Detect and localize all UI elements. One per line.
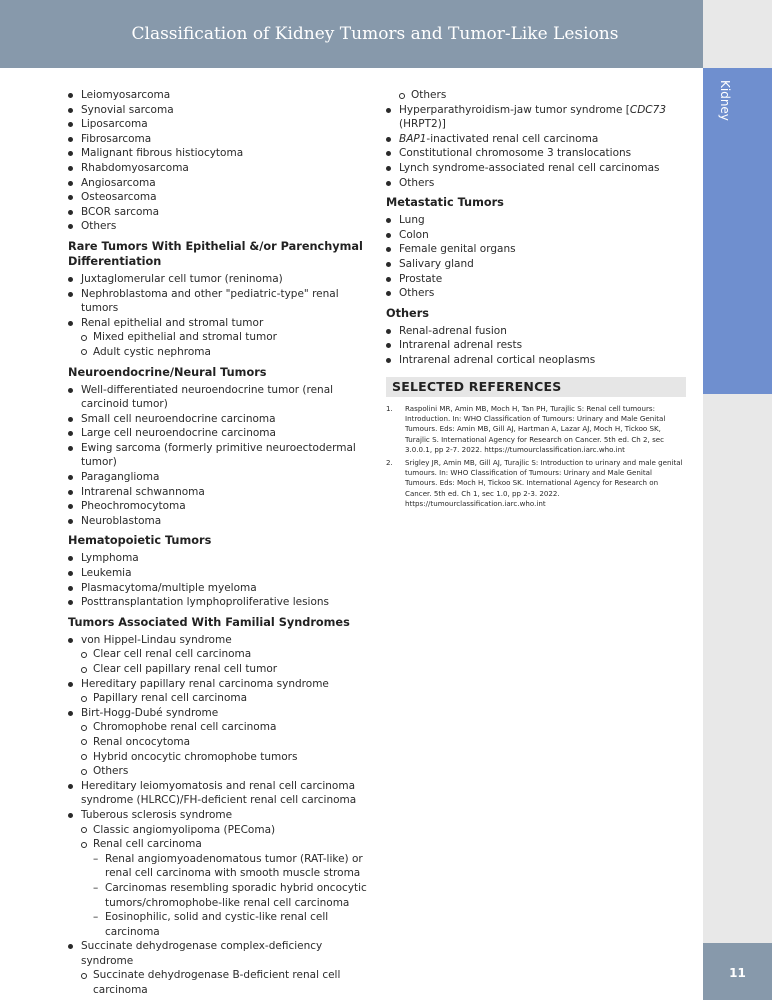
- gene-name: BAP1: [399, 132, 427, 145]
- reference-number: 1.: [386, 403, 393, 413]
- sub-list-item: Clear cell renal cell carcinoma: [68, 647, 368, 662]
- references-list: [386, 404, 686, 510]
- page-title: Classification of Kidney Tumors and Tumor-Like Lesions: [131, 24, 619, 44]
- side-margin: [703, 394, 772, 943]
- list-item: Fibrosarcoma: [68, 132, 368, 147]
- list-item: Well-differentiated neuroendocrine tumor (renal carcinoid tumor): [68, 383, 368, 412]
- sub-sub-list-item: – Eosinophilic, solid and cystic-like renal cell carcinoma: [68, 910, 368, 939]
- list-item: Malignant fibrous histiocytoma: [68, 146, 368, 161]
- sub-list-item: Renal cell carcinoma: [68, 837, 368, 852]
- side-margin-top: [703, 0, 772, 68]
- list-item: Lung: [386, 213, 686, 228]
- sub-sub-list-item: – Renal angiomyoadenomatous tumor (RAT-like) or renal cell carcinoma with smooth muscle stroma: [68, 852, 368, 881]
- section-heading-epithelial: Rare Tumors With Epithelial &/or Parenchymal Differentiation: [68, 239, 363, 268]
- list-item: Intrarenal schwannoma: [68, 485, 368, 500]
- bap1-text: -inactivated renal cell carcinoma: [426, 132, 599, 145]
- list-item: Female genital organs: [386, 242, 686, 257]
- list-item: Salivary gland: [386, 257, 686, 272]
- others-list: [386, 324, 686, 368]
- right-column: [386, 88, 686, 512]
- hemato-list: [68, 551, 368, 609]
- reference-item: [386, 458, 686, 510]
- familial-list: [68, 633, 368, 998]
- list-item: Ewing sarcoma (formerly primitive neuroectodermal tumor): [68, 441, 368, 470]
- list-item: Osteosarcoma: [68, 190, 368, 205]
- neuro-list: [68, 383, 368, 529]
- sub-list-item: Renal oncocytoma: [68, 735, 368, 750]
- gene-name: CDC73: [629, 103, 666, 116]
- references-heading: SELECTED REFERENCES: [386, 377, 686, 397]
- list-item: Prostate: [386, 272, 686, 287]
- sub-list-item: Others: [68, 764, 368, 779]
- page-number: 11: [729, 966, 746, 980]
- left-column: [68, 88, 368, 998]
- list-item: Leukemia: [68, 566, 368, 581]
- familial-list-continued: [386, 88, 686, 190]
- list-item-bap1: [386, 132, 686, 147]
- section-heading-neuro: Neuroendocrine/Neural Tumors: [68, 365, 267, 379]
- sub-list-item: Hybrid oncocytic chromophobe tumors: [68, 750, 368, 765]
- list-item: Renal epithelial and stromal tumor: [68, 316, 368, 331]
- reference-text: Raspolini MR, Amin MB, Moch H, Tan PH, Turajlic S: Renal cell tumours: Introduction. In: WHO Classification of Tumours: Urinary and Male Genital Tumours. Eds: Amin MB, Gill AJ, Hartman A, Lazar AJ, Moch H, Tickoo SK, Turajlic S. International Agency for Research on Cancer. 5th ed. Ch 2, sec 3.0.0.1, pp 2-7. 2022. https://tumourclassification.iarc.who.int: [405, 403, 666, 455]
- list-item: Others: [386, 176, 686, 191]
- sub-list-item: Clear cell papillary renal cell tumor: [68, 662, 368, 677]
- list-item: BCOR sarcoma: [68, 205, 368, 220]
- list-item: Lynch syndrome-associated renal cell carcinomas: [386, 161, 686, 176]
- list-item: Posttransplantation lymphoproliferative lesions: [68, 595, 368, 610]
- list-item: Renal-adrenal fusion: [386, 324, 686, 339]
- section-heading-familial: Tumors Associated With Familial Syndromes: [68, 615, 350, 629]
- list-item: Others: [68, 219, 368, 234]
- list-item: Lymphoma: [68, 551, 368, 566]
- list-item: Large cell neuroendocrine carcinoma: [68, 426, 368, 441]
- epithelial-list: [68, 272, 368, 360]
- list-item: Tuberous sclerosis syndrome: [68, 808, 368, 823]
- sub-list-item: Succinate dehydrogenase B-deficient renal cell carcinoma: [68, 968, 368, 997]
- section-heading-others: Others: [386, 306, 430, 320]
- list-item: von Hippel-Lindau syndrome: [68, 633, 368, 648]
- section-heading-metastatic: Metastatic Tumors: [386, 196, 504, 210]
- list-item: Neuroblastoma: [68, 514, 368, 529]
- list-item: Liposarcoma: [68, 117, 368, 132]
- sub-list-item: Classic angiomyolipoma (PEComa): [68, 823, 368, 838]
- sub-sub-list-item: – Carcinomas resembling sporadic hybrid oncocytic tumors/chromophobe-like renal cell carcinoma: [68, 881, 368, 910]
- chapter-tab-label: Kidney: [718, 80, 732, 121]
- sub-list-item: Mixed epithelial and stromal tumor: [68, 330, 368, 345]
- sub-list-item: Chromophobe renal cell carcinoma: [68, 720, 368, 735]
- reference-text: Srigley JR, Amin MB, Gill AJ, Turajlic S: Introduction to urinary and male genital tumours. In: WHO Classification of Tumours: Urinary and Male Genital Tumours. Eds: Moch H, Tickoo SK. International Agency for Research on Cancer. 5th ed. Ch 1, sec 1.0, pp 2-3. 2022. https://tumourclassification.iarc.who.int: [405, 457, 683, 509]
- list-item: Leiomyosarcoma: [68, 88, 368, 103]
- metastatic-list: [386, 213, 686, 301]
- list-item: Rhabdomyosarcoma: [68, 161, 368, 176]
- list-item: Colon: [386, 228, 686, 243]
- list-item: Intrarenal adrenal cortical neoplasms: [386, 353, 686, 368]
- list-item-hpt-jt: [386, 103, 686, 132]
- list-item: Succinate dehydrogenase complex-deficiency syndrome: [68, 939, 368, 968]
- list-item: Juxtaglomerular cell tumor (reninoma): [68, 272, 368, 287]
- list-item: Synovial sarcoma: [68, 103, 368, 118]
- list-item: Nephroblastoma and other "pediatric-type" renal tumors: [68, 287, 368, 316]
- sub-list-item: Others: [386, 88, 686, 103]
- list-item: Paraganglioma: [68, 470, 368, 485]
- list-item: Pheochromocytoma: [68, 499, 368, 514]
- list-item: Hereditary papillary renal carcinoma syndrome: [68, 677, 368, 692]
- section-heading-hemato: Hematopoietic Tumors: [68, 534, 212, 548]
- sarcoma-list: [68, 88, 368, 234]
- list-item: Constitutional chromosome 3 translocations: [386, 146, 686, 161]
- reference-number: 2.: [386, 457, 393, 467]
- hpt-text-end: (HRPT2)]: [399, 118, 446, 131]
- list-item: Plasmacytoma/multiple myeloma: [68, 581, 368, 596]
- list-item: Others: [386, 286, 686, 301]
- sub-list-item: Papillary renal cell carcinoma: [68, 691, 368, 706]
- list-item: Angiosarcoma: [68, 176, 368, 191]
- reference-item: [386, 404, 686, 456]
- list-item: Intrarenal adrenal rests: [386, 338, 686, 353]
- list-item: Birt-Hogg-Dubé syndrome: [68, 706, 368, 721]
- sub-list-item: Adult cystic nephroma: [68, 345, 368, 360]
- hpt-text: Hyperparathyroidism-jaw tumor syndrome [: [399, 103, 630, 116]
- list-item: Small cell neuroendocrine carcinoma: [68, 412, 368, 427]
- list-item: Hereditary leiomyomatosis and renal cell carcinoma syndrome (HLRCC)/FH-deficient renal cell carcinoma: [68, 779, 368, 808]
